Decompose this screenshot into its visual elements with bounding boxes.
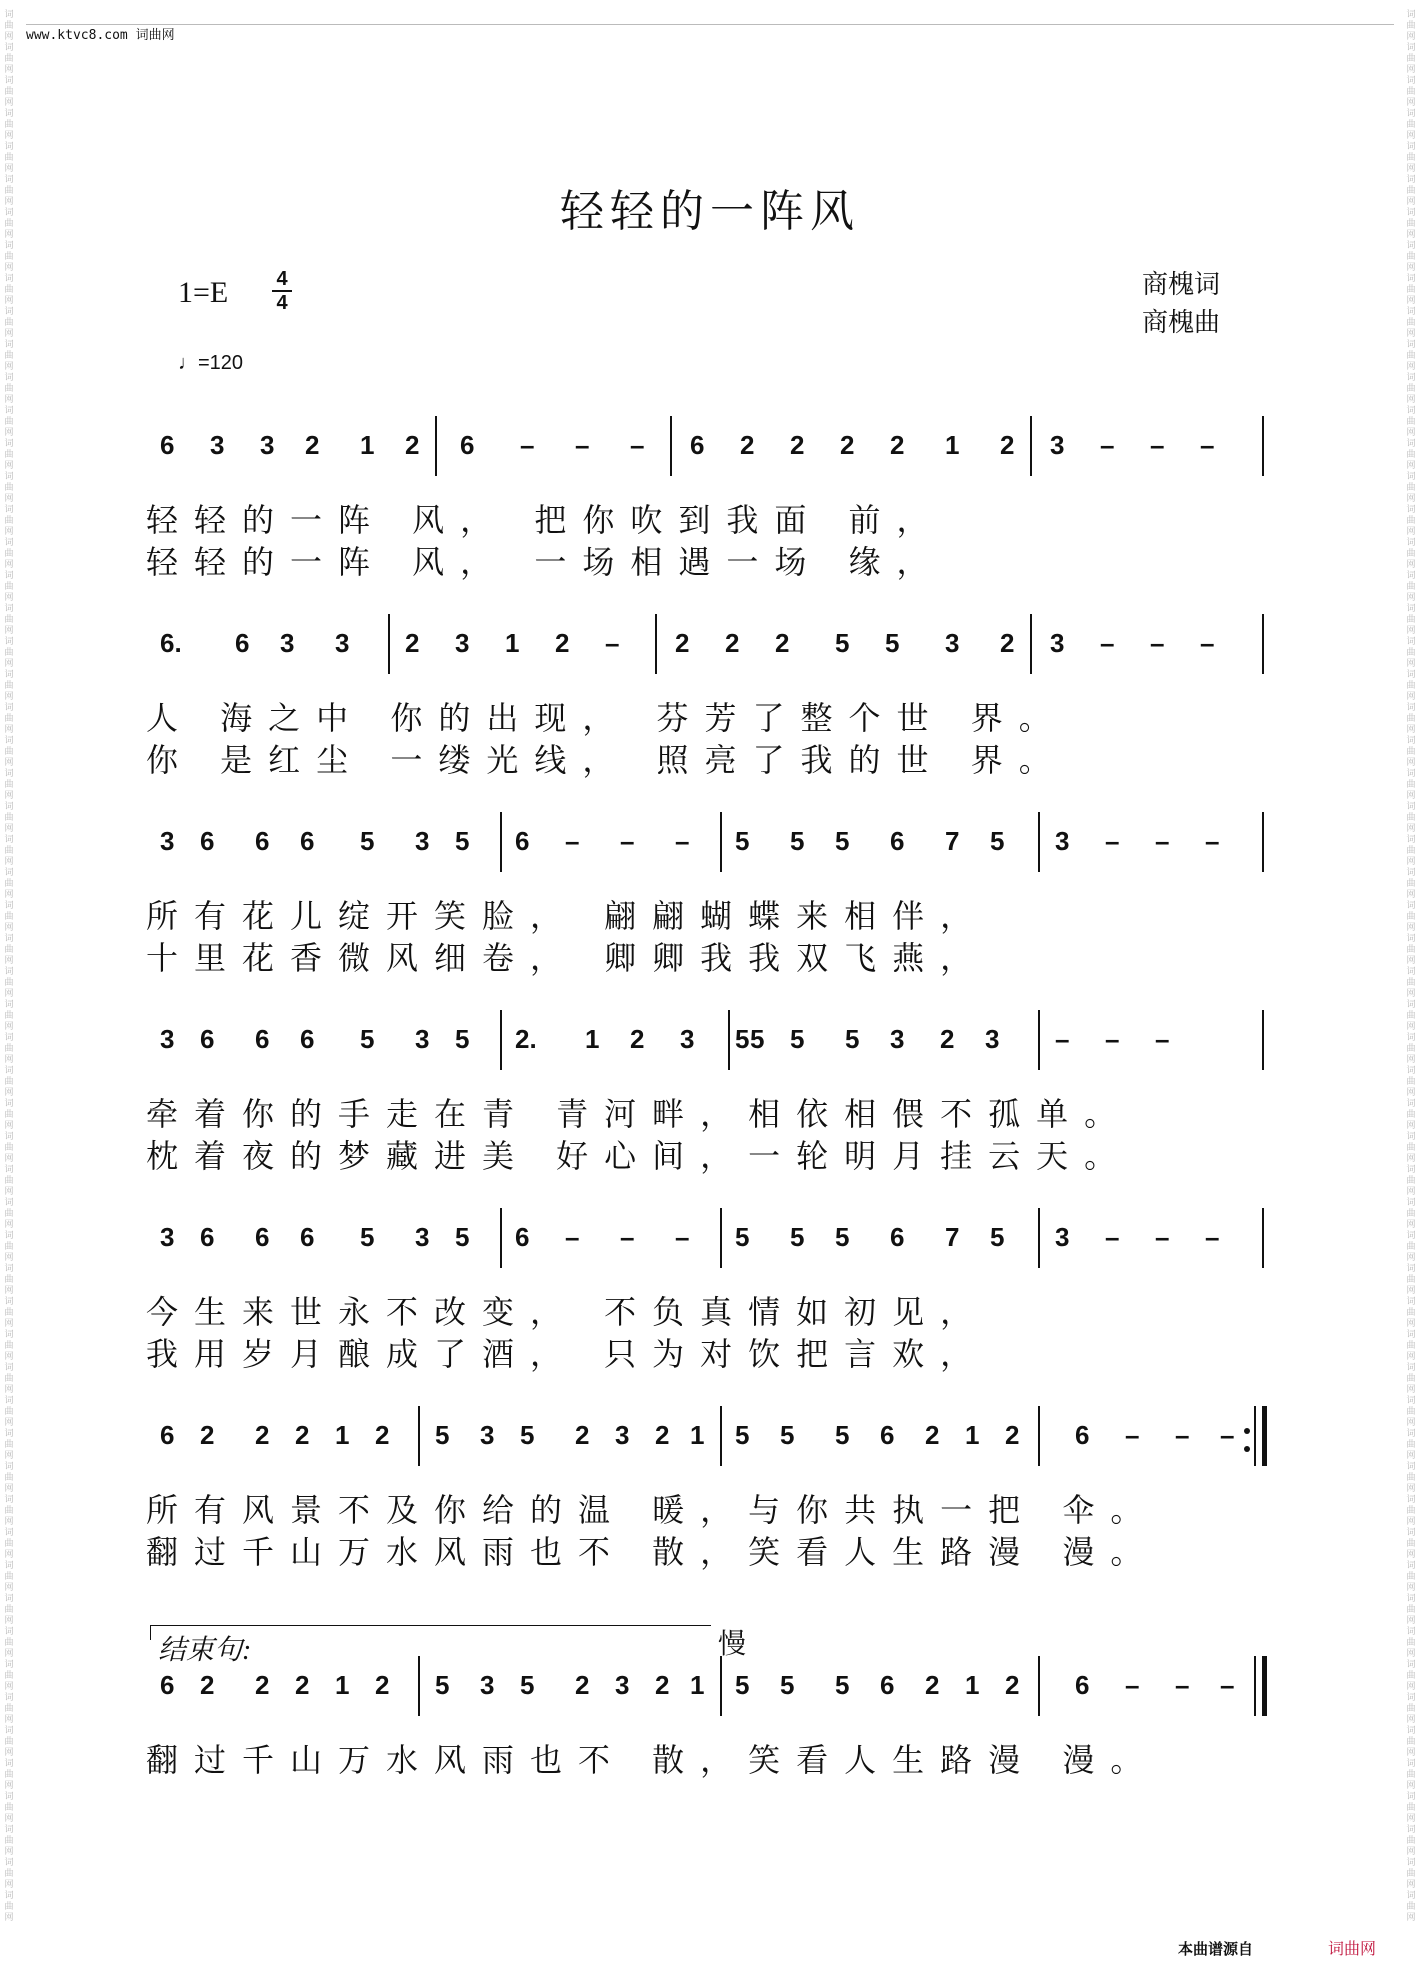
note: 5 bbox=[435, 1670, 450, 1700]
barline bbox=[720, 812, 722, 872]
note: 3 bbox=[480, 1670, 495, 1700]
note: 1 bbox=[335, 1420, 350, 1450]
note: – bbox=[1155, 826, 1170, 856]
note: 2 bbox=[630, 1024, 645, 1054]
note: 3 bbox=[985, 1024, 1000, 1054]
note: 6 bbox=[300, 1222, 315, 1252]
note: 3 bbox=[1055, 1222, 1070, 1252]
note: 2 bbox=[655, 1670, 670, 1700]
note: 5 bbox=[835, 1670, 850, 1700]
note: 3 bbox=[945, 628, 960, 658]
lyrics-line-1: 所有风景不及你给的温 暖，与你共执一把 伞。 bbox=[146, 1491, 1159, 1529]
note: – bbox=[1125, 1670, 1140, 1700]
final-barline bbox=[1262, 1406, 1267, 1466]
note: 6 bbox=[235, 628, 250, 658]
lyrics-line-1: 牵着你的手走在青 青河畔，相依相偎不孤单。 bbox=[146, 1095, 1133, 1133]
note: 6 bbox=[160, 1670, 175, 1700]
time-signature-bottom: 4 bbox=[276, 292, 288, 314]
note: 2 bbox=[200, 1670, 215, 1700]
final-barline bbox=[1262, 1010, 1264, 1070]
note: 2 bbox=[1005, 1670, 1020, 1700]
note: – bbox=[1200, 628, 1215, 658]
note: 6. bbox=[160, 628, 182, 658]
barline bbox=[1038, 1208, 1040, 1268]
note: 6 bbox=[1075, 1420, 1090, 1450]
note: 3 bbox=[280, 628, 295, 658]
note: 3 bbox=[335, 628, 350, 658]
note: 2 bbox=[740, 430, 755, 460]
note: 5 bbox=[735, 1222, 750, 1252]
header-rule bbox=[26, 24, 1394, 25]
note: 2 bbox=[255, 1670, 270, 1700]
note: – bbox=[1150, 430, 1165, 460]
barline bbox=[670, 416, 672, 476]
note: 6 bbox=[690, 430, 705, 460]
note: 1 bbox=[945, 430, 960, 460]
note: 6 bbox=[880, 1420, 895, 1450]
tempo-value: =120 bbox=[198, 352, 244, 374]
note: 1 bbox=[335, 1670, 350, 1700]
barline bbox=[720, 1208, 722, 1268]
note: 2 bbox=[890, 430, 905, 460]
note: 5 bbox=[990, 1222, 1005, 1252]
note: – bbox=[1220, 1670, 1235, 1700]
note: 2 bbox=[775, 628, 790, 658]
note: 3 bbox=[160, 826, 175, 856]
footer-source: 本曲谱源自 bbox=[1178, 1940, 1254, 1958]
note: 1 bbox=[965, 1420, 980, 1450]
barline bbox=[500, 812, 502, 872]
note: 5 bbox=[845, 1024, 860, 1054]
barline bbox=[1030, 614, 1032, 674]
note: 3 bbox=[415, 1024, 430, 1054]
barline bbox=[728, 1010, 730, 1070]
note: 2 bbox=[1005, 1420, 1020, 1450]
note: – bbox=[1100, 430, 1115, 460]
note: – bbox=[1055, 1024, 1070, 1054]
note: – bbox=[1155, 1024, 1170, 1054]
note: 5 bbox=[455, 1024, 470, 1054]
note: 2 bbox=[255, 1420, 270, 1450]
note: – bbox=[1175, 1420, 1190, 1450]
note: 2 bbox=[790, 430, 805, 460]
lyrics-line-1: 翻过千山万水风雨也不 散，笑看人生路漫 漫。 bbox=[146, 1741, 1159, 1779]
note: 2 bbox=[375, 1670, 390, 1700]
barline bbox=[388, 614, 390, 674]
note: 6 bbox=[460, 430, 475, 460]
note: – bbox=[565, 826, 580, 856]
note: 6 bbox=[160, 1420, 175, 1450]
lyrics-line-2: 我用岁月酿成了酒， 只为对饮把言欢， bbox=[146, 1335, 989, 1373]
note: 3 bbox=[455, 628, 470, 658]
note: – bbox=[1200, 430, 1215, 460]
note: 2 bbox=[725, 628, 740, 658]
note: 5 bbox=[360, 826, 375, 856]
note: 6 bbox=[200, 1024, 215, 1054]
note: 6 bbox=[200, 826, 215, 856]
note: 2 bbox=[940, 1024, 955, 1054]
double-barline bbox=[1254, 1656, 1256, 1716]
note: – bbox=[620, 826, 635, 856]
note: 2 bbox=[840, 430, 855, 460]
note: 3 bbox=[1050, 628, 1065, 658]
note: 3 bbox=[1050, 430, 1065, 460]
note: 3 bbox=[415, 1222, 430, 1252]
lyrics-line-2: 十里花香微风细卷， 卿卿我我双飞燕， bbox=[146, 939, 989, 977]
note: – bbox=[1175, 1670, 1190, 1700]
double-barline bbox=[1254, 1406, 1256, 1466]
quarter-note-icon: ♩ bbox=[178, 352, 198, 374]
watermark-left: 词曲网词曲网词曲网词曲网词曲网词曲网词曲网词曲网词曲网词曲网词曲网词曲网词曲网词曲网词曲网词曲网词曲网词曲网词曲网词曲网词曲网词曲网词曲网词曲网词曲网词曲网词曲网词曲网词曲网词曲网词曲网词曲网词曲网词曲网词曲网词曲网词曲网词曲网词曲网词曲网词曲网词曲网词曲网词曲网词曲网词曲网词曲网词曲网词曲网词曲网词曲网词曲网词曲网词曲网词曲网词曲网词曲网词曲网 bbox=[4, 10, 14, 1923]
note: 3 bbox=[480, 1420, 495, 1450]
final-barline bbox=[1262, 416, 1264, 476]
note: – bbox=[1125, 1420, 1140, 1450]
note: 5 bbox=[735, 1420, 750, 1450]
note: – bbox=[1220, 1420, 1235, 1450]
note: 3 bbox=[160, 1024, 175, 1054]
lyrics-line-1: 轻轻的一阵 风， 把你吹到我面 前， bbox=[146, 501, 945, 539]
note: 2 bbox=[405, 430, 420, 460]
note: 6 bbox=[160, 430, 175, 460]
lyrics-line-2: 轻轻的一阵 风， 一场相遇一场 缘， bbox=[146, 543, 945, 581]
lyrics-line-2: 枕着夜的梦藏进美 好心间，一轮明月挂云天。 bbox=[146, 1137, 1133, 1175]
note: 6 bbox=[255, 826, 270, 856]
note: 3 bbox=[680, 1024, 695, 1054]
note: 6 bbox=[515, 1222, 530, 1252]
note: – bbox=[520, 430, 535, 460]
lyricist: 商槐词 bbox=[1142, 270, 1221, 300]
note: 2 bbox=[925, 1670, 940, 1700]
note: 3 bbox=[615, 1670, 630, 1700]
note: 2. bbox=[515, 1024, 537, 1054]
lyrics-line-1: 人 海之中 你的出现， 芬芳了整个世 界。 bbox=[146, 699, 1067, 737]
barline bbox=[720, 1406, 722, 1466]
note: – bbox=[1155, 1222, 1170, 1252]
barline bbox=[435, 416, 437, 476]
song-title: 轻轻的一阵风 bbox=[560, 186, 860, 237]
barline bbox=[1038, 812, 1040, 872]
note: 2 bbox=[375, 1420, 390, 1450]
note: 5 bbox=[790, 1222, 805, 1252]
final-barline bbox=[1262, 1656, 1267, 1716]
note: 6 bbox=[255, 1024, 270, 1054]
lyrics-line-1: 所有花儿绽开笑脸， 翩翩蝴蝶来相伴， bbox=[146, 897, 989, 935]
note: 3 bbox=[160, 1222, 175, 1252]
note: 2 bbox=[305, 430, 320, 460]
note: 5 bbox=[455, 826, 470, 856]
note: 6 bbox=[1075, 1670, 1090, 1700]
note: 2 bbox=[655, 1420, 670, 1450]
note: 5 bbox=[735, 1670, 750, 1700]
ending-label: 结束句: bbox=[158, 1635, 252, 1666]
tempo-mark bbox=[178, 352, 243, 375]
note: 1 bbox=[505, 628, 520, 658]
note: – bbox=[1105, 826, 1120, 856]
note: 3 bbox=[890, 1024, 905, 1054]
barline bbox=[500, 1208, 502, 1268]
note: 1 bbox=[690, 1670, 705, 1700]
note: 2 bbox=[295, 1670, 310, 1700]
note: – bbox=[620, 1222, 635, 1252]
note: 2 bbox=[200, 1420, 215, 1450]
barline bbox=[720, 1656, 722, 1716]
note: 6 bbox=[890, 1222, 905, 1252]
key-signature: 1=E bbox=[178, 276, 229, 309]
note: 5 bbox=[735, 1024, 750, 1054]
note: 2 bbox=[555, 628, 570, 658]
final-barline bbox=[1262, 614, 1264, 674]
note: 2 bbox=[1000, 430, 1015, 460]
lyrics-line-1: 今生来世永不改变， 不负真情如初见， bbox=[146, 1293, 989, 1331]
note: – bbox=[565, 1222, 580, 1252]
note: – bbox=[675, 1222, 690, 1252]
time-signature-top: 4 bbox=[276, 268, 288, 290]
note: 5 bbox=[835, 628, 850, 658]
note: 2 bbox=[1000, 628, 1015, 658]
note: – bbox=[1205, 1222, 1220, 1252]
note: 5 bbox=[835, 826, 850, 856]
note: 5 bbox=[750, 1024, 765, 1054]
lyrics-line-2: 你 是红尘 一缕光线， 照亮了我的世 界。 bbox=[146, 741, 1067, 779]
note: 3 bbox=[210, 430, 225, 460]
note: 6 bbox=[200, 1222, 215, 1252]
note: 5 bbox=[990, 826, 1005, 856]
note: – bbox=[605, 628, 620, 658]
note: 5 bbox=[790, 1024, 805, 1054]
barline bbox=[1038, 1656, 1040, 1716]
note: 3 bbox=[415, 826, 430, 856]
note: 2 bbox=[675, 628, 690, 658]
composer: 商槐曲 bbox=[1142, 308, 1221, 338]
site-header[interactable]: www.ktvc8.com 词曲网 bbox=[26, 28, 175, 43]
note: 5 bbox=[780, 1670, 795, 1700]
note: 6 bbox=[300, 1024, 315, 1054]
note: 3 bbox=[260, 430, 275, 460]
note: – bbox=[1100, 628, 1115, 658]
note: 6 bbox=[880, 1670, 895, 1700]
barline bbox=[655, 614, 657, 674]
note: 5 bbox=[360, 1024, 375, 1054]
note: 5 bbox=[455, 1222, 470, 1252]
note: 5 bbox=[435, 1420, 450, 1450]
note: 1 bbox=[690, 1420, 705, 1450]
slow-mark: 慢 bbox=[718, 1627, 747, 1660]
barline bbox=[418, 1406, 420, 1466]
note: 5 bbox=[735, 826, 750, 856]
note: 7 bbox=[945, 1222, 960, 1252]
note: – bbox=[1205, 826, 1220, 856]
note: – bbox=[1105, 1222, 1120, 1252]
note: 1 bbox=[585, 1024, 600, 1054]
note: 2 bbox=[925, 1420, 940, 1450]
note: – bbox=[1150, 628, 1165, 658]
note: 6 bbox=[890, 826, 905, 856]
barline bbox=[500, 1010, 502, 1070]
note: – bbox=[575, 430, 590, 460]
footer-logo[interactable]: 词曲网 bbox=[1328, 1939, 1377, 1958]
barline bbox=[1038, 1010, 1040, 1070]
note: 5 bbox=[885, 628, 900, 658]
note: 6 bbox=[255, 1222, 270, 1252]
note: 5 bbox=[790, 826, 805, 856]
barline bbox=[1030, 416, 1032, 476]
note: 2 bbox=[405, 628, 420, 658]
note: 1 bbox=[965, 1670, 980, 1700]
lyrics-line-2: 翻过千山万水风雨也不 散，笑看人生路漫 漫。 bbox=[146, 1533, 1159, 1571]
final-barline bbox=[1262, 1208, 1264, 1268]
note: 2 bbox=[575, 1670, 590, 1700]
note: – bbox=[630, 430, 645, 460]
note: 3 bbox=[615, 1420, 630, 1450]
note: 2 bbox=[295, 1420, 310, 1450]
note: 3 bbox=[1055, 826, 1070, 856]
note: – bbox=[1105, 1024, 1120, 1054]
note: 5 bbox=[835, 1222, 850, 1252]
watermark-right: 词曲网词曲网词曲网词曲网词曲网词曲网词曲网词曲网词曲网词曲网词曲网词曲网词曲网词曲网词曲网词曲网词曲网词曲网词曲网词曲网词曲网词曲网词曲网词曲网词曲网词曲网词曲网词曲网词曲网词曲网词曲网词曲网词曲网词曲网词曲网词曲网词曲网词曲网词曲网词曲网词曲网词曲网词曲网词曲网词曲网词曲网词曲网词曲网词曲网词曲网词曲网词曲网词曲网词曲网词曲网词曲网词曲网词曲网 bbox=[1406, 10, 1416, 1923]
note: 7 bbox=[945, 826, 960, 856]
note: 5 bbox=[520, 1670, 535, 1700]
note: 6 bbox=[300, 826, 315, 856]
note: 2 bbox=[575, 1420, 590, 1450]
note: 6 bbox=[515, 826, 530, 856]
note: 5 bbox=[360, 1222, 375, 1252]
time-signature bbox=[270, 268, 294, 314]
note: 5 bbox=[835, 1420, 850, 1450]
barline bbox=[418, 1656, 420, 1716]
note: 5 bbox=[520, 1420, 535, 1450]
note: 1 bbox=[360, 430, 375, 460]
note: 5 bbox=[780, 1420, 795, 1450]
final-barline bbox=[1262, 812, 1264, 872]
barline bbox=[1038, 1406, 1040, 1466]
note: – bbox=[675, 826, 690, 856]
